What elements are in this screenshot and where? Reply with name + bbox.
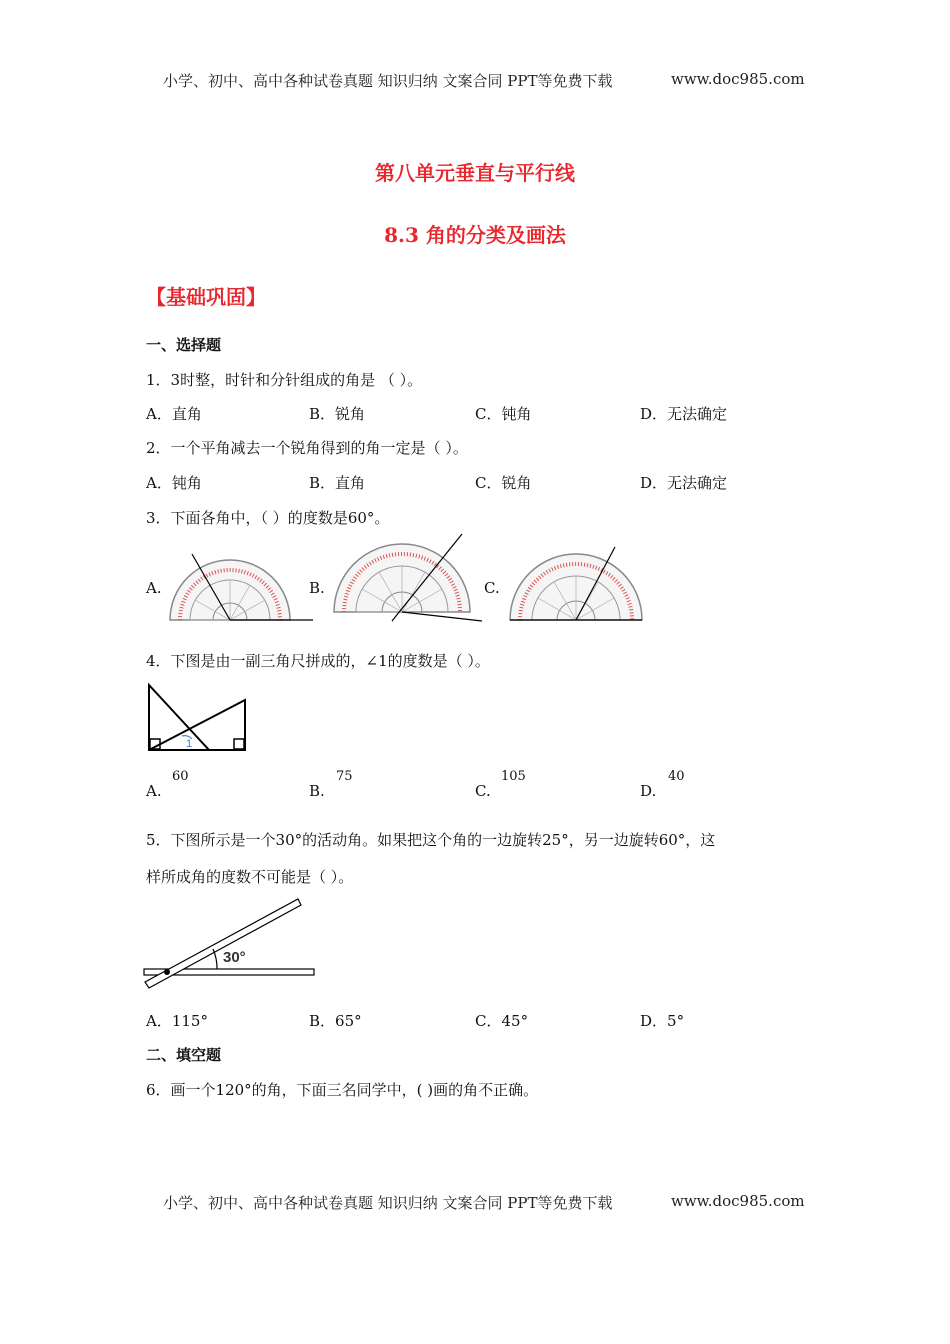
protractor-c-figure xyxy=(506,545,652,624)
q5-option-d[interactable]: D．5° xyxy=(640,1012,685,1030)
triangle-rulers-figure xyxy=(146,683,250,753)
q1-option-c[interactable]: C．钝角 xyxy=(475,405,532,423)
question-5-line-2: 样所成角的度数不可能是（ ）。 xyxy=(146,868,354,886)
q4-option-b-value: 75 xyxy=(336,769,353,784)
q2-option-c[interactable]: C．锐角 xyxy=(475,474,532,492)
q5-option-b[interactable]: B．65° xyxy=(309,1012,362,1030)
q4-option-d-value: 40 xyxy=(668,769,685,784)
question-4: 4．下图是由一副三角尺拼成的，∠1的度数是（ ）。 xyxy=(146,652,490,670)
q1-option-b[interactable]: B．锐角 xyxy=(309,405,366,423)
q4-option-c-value: 105 xyxy=(501,769,526,784)
q4-option-a-value: 60 xyxy=(172,769,189,784)
q4-option-b[interactable]: B. xyxy=(309,782,325,800)
unit-title: 第八单元垂直与平行线 xyxy=(375,161,575,185)
q5-option-c[interactable]: C．45° xyxy=(475,1012,529,1030)
footer-site-link[interactable]: www.doc985.com xyxy=(671,1192,805,1210)
part-heading-choice: 一、选择题 xyxy=(146,336,222,354)
q2-option-a[interactable]: A．钝角 xyxy=(146,474,202,492)
question-6: 6．画一个120°的角，下面三名同学中，( )画的角不正确。 xyxy=(146,1081,539,1099)
section-heading: 【基础巩固】 xyxy=(146,285,266,309)
q2-option-d[interactable]: D．无法确定 xyxy=(640,474,728,492)
q4-option-d[interactable]: D. xyxy=(640,782,657,800)
q2-option-b[interactable]: B．直角 xyxy=(309,474,366,492)
protractor-a-figure xyxy=(168,548,314,624)
movable-angle-figure xyxy=(143,895,317,990)
header-site-link[interactable]: www.doc985.com xyxy=(671,70,805,88)
footer-banner-text: 小学、初中、高中各种试卷真题 知识归纳 文案合同 PPT等免费下载 xyxy=(163,1194,613,1212)
header-banner-text: 小学、初中、高中各种试卷真题 知识归纳 文案合同 PPT等免费下载 xyxy=(163,72,613,90)
q4-option-c[interactable]: C. xyxy=(475,782,491,800)
lesson-title: 8.3 角的分类及画法 xyxy=(384,223,566,247)
question-1: 1．3时整，时针和分针组成的角是 （ ）。 xyxy=(146,371,423,389)
protractor-b-figure xyxy=(332,532,484,624)
q5-option-a[interactable]: A．115° xyxy=(146,1012,208,1030)
part-heading-fill: 二、填空题 xyxy=(146,1046,222,1064)
angle-30-label: 30° xyxy=(223,949,246,966)
q1-option-a[interactable]: A．直角 xyxy=(146,405,202,423)
q4-option-a[interactable]: A. xyxy=(146,782,162,800)
angle-1-label: 1 xyxy=(186,738,193,750)
q3-option-a[interactable]: A. xyxy=(146,579,162,597)
question-5-line-1: 5．下图所示是一个30°的活动角。如果把这个角的一边旋转25°，另一边旋转60°，这 xyxy=(146,831,716,849)
question-3: 3．下面各角中，（ ）的度数是60°。 xyxy=(146,509,390,527)
question-2: 2．一个平角减去一个锐角得到的角一定是（ ）。 xyxy=(146,439,468,457)
q3-option-c[interactable]: C. xyxy=(484,579,500,597)
q1-option-d[interactable]: D．无法确定 xyxy=(640,405,728,423)
q3-option-b[interactable]: B. xyxy=(309,579,325,597)
